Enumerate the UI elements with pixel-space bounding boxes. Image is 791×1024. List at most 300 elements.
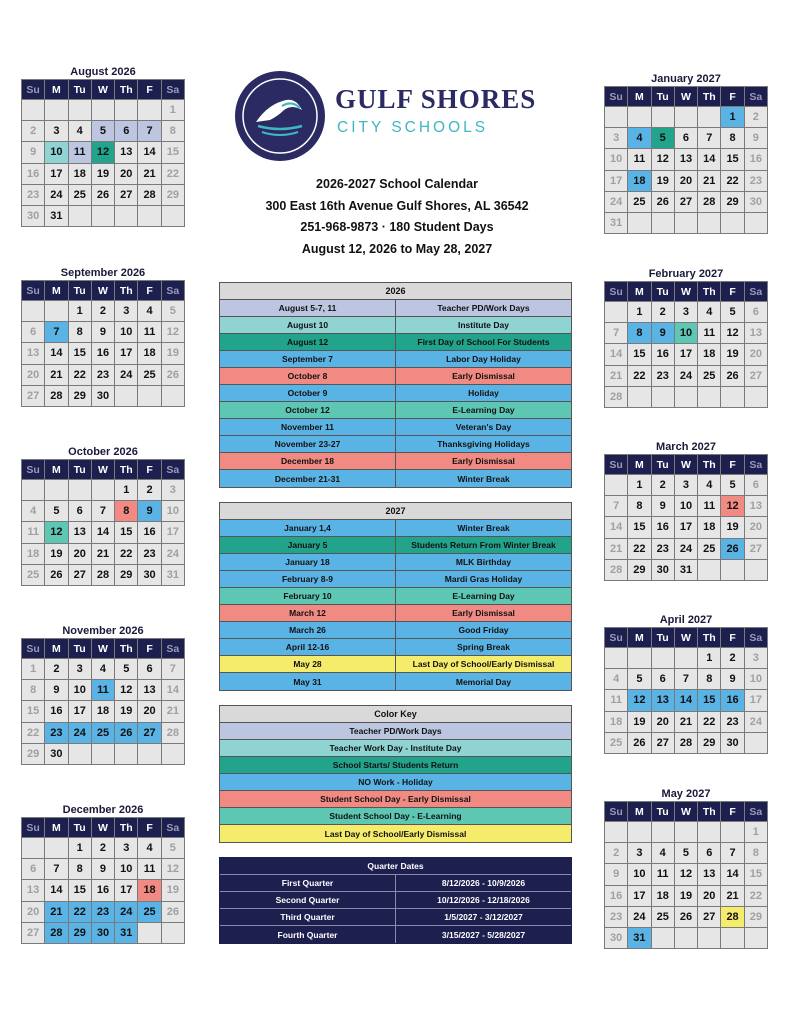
day-cell: 26 — [45, 565, 68, 586]
day-header: Sa — [162, 818, 185, 838]
day-header: Su — [22, 639, 45, 659]
quarter-row — [220, 875, 571, 892]
day-cell: 25 — [22, 565, 45, 586]
empty-day — [92, 744, 115, 765]
day-cell: 27 — [138, 723, 161, 744]
event-name: Spring Break — [457, 642, 510, 652]
event-date: May 31 — [220, 673, 396, 690]
day-cell: 2 — [22, 121, 45, 142]
event-date: August 5-7, 11 — [220, 300, 396, 316]
day-cell: 5 — [628, 669, 651, 690]
day-cell: 18 — [652, 886, 675, 907]
day-cell: 9 — [22, 142, 45, 163]
day-cell: 6 — [652, 669, 675, 690]
empty-day — [45, 100, 68, 121]
day-cell: 14 — [605, 344, 628, 365]
empty-day — [652, 213, 675, 234]
day-cell: 3 — [628, 843, 651, 864]
day-cell: 30 — [652, 560, 675, 581]
day-cell: 3 — [69, 659, 92, 680]
event-row — [220, 419, 571, 436]
empty-day — [745, 387, 768, 408]
day-cell: 25 — [92, 723, 115, 744]
day-cell: 10 — [45, 142, 68, 163]
day-cell: 25 — [138, 902, 161, 923]
event-name: First Day of School For Students — [417, 337, 550, 347]
day-cell: 15 — [721, 149, 744, 170]
day-cell: 25 — [138, 365, 161, 386]
day-cell: 20 — [698, 886, 721, 907]
empty-day — [628, 107, 651, 128]
day-cell: 27 — [698, 907, 721, 928]
day-cell: 8 — [115, 501, 138, 522]
day-header: Tu — [652, 802, 675, 822]
event-row — [220, 351, 571, 368]
day-header: Sa — [745, 802, 768, 822]
day-cell: 27 — [745, 539, 768, 560]
quarter-row — [220, 892, 571, 909]
empty-day — [675, 928, 698, 949]
day-cell: 25 — [69, 185, 92, 206]
day-cell: 6 — [69, 501, 92, 522]
day-cell: 16 — [92, 343, 115, 364]
event-row — [220, 453, 571, 470]
day-cell: 1 — [721, 107, 744, 128]
day-cell: 12 — [162, 859, 185, 880]
day-cell: 2 — [92, 838, 115, 859]
month-september-2026 — [21, 266, 185, 407]
day-header: M — [45, 281, 68, 301]
day-cell: 30 — [138, 565, 161, 586]
empty-day — [45, 838, 68, 859]
day-header: F — [138, 460, 161, 480]
day-header: Sa — [162, 80, 185, 100]
day-cell: 3 — [115, 301, 138, 322]
day-cell: 23 — [745, 171, 768, 192]
day-cell: 24 — [628, 907, 651, 928]
event-row — [220, 436, 571, 453]
quarter-name: Third Quarter — [220, 909, 396, 925]
day-cell: 12 — [675, 864, 698, 885]
day-cell: 3 — [45, 121, 68, 142]
event-name: Early Dismissal — [452, 608, 515, 618]
month-title: August 2026 — [70, 66, 136, 78]
day-header: Tu — [652, 628, 675, 648]
day-cell: 3 — [115, 838, 138, 859]
day-cell: 7 — [605, 323, 628, 344]
day-cell: 26 — [115, 723, 138, 744]
day-header: Th — [115, 80, 138, 100]
day-cell: 26 — [652, 192, 675, 213]
day-cell: 12 — [721, 323, 744, 344]
day-cell: 13 — [652, 690, 675, 711]
day-cell: 29 — [22, 744, 45, 765]
empty-day — [652, 822, 675, 843]
day-cell: 24 — [69, 723, 92, 744]
empty-day — [92, 206, 115, 227]
day-cell: 11 — [138, 322, 161, 343]
day-cell: 11 — [628, 149, 651, 170]
day-cell: 5 — [92, 121, 115, 142]
day-cell: 10 — [69, 680, 92, 701]
day-header: Th — [698, 802, 721, 822]
month-january-2027 — [604, 72, 768, 234]
day-header: F — [138, 281, 161, 301]
day-header: Tu — [652, 87, 675, 107]
event-name: Labor Day Holiday — [446, 354, 521, 364]
day-header: Su — [605, 802, 628, 822]
day-cell: 5 — [45, 501, 68, 522]
day-cell: 10 — [628, 864, 651, 885]
event-name: E-Learning Day — [452, 591, 515, 601]
day-cell: 21 — [605, 539, 628, 560]
month-grid — [21, 280, 185, 407]
empty-day — [698, 213, 721, 234]
day-cell: 22 — [162, 164, 185, 185]
event-name: Winter Break — [457, 523, 510, 533]
day-cell: 4 — [22, 501, 45, 522]
day-cell: 4 — [698, 475, 721, 496]
empty-day — [698, 822, 721, 843]
day-header: Tu — [69, 460, 92, 480]
empty-day — [745, 560, 768, 581]
day-cell: 21 — [92, 544, 115, 565]
day-cell: 25 — [698, 366, 721, 387]
day-cell: 30 — [22, 206, 45, 227]
day-cell: 16 — [138, 522, 161, 543]
day-header: Sa — [162, 460, 185, 480]
day-cell: 2 — [652, 475, 675, 496]
day-cell: 30 — [721, 733, 744, 754]
day-cell: 1 — [69, 838, 92, 859]
day-cell: 12 — [45, 522, 68, 543]
month-title: March 2027 — [656, 441, 716, 453]
day-cell: 24 — [115, 902, 138, 923]
day-cell: 24 — [675, 366, 698, 387]
day-cell: 16 — [92, 880, 115, 901]
quarter-row — [220, 909, 571, 926]
day-cell: 30 — [92, 386, 115, 407]
day-cell: 6 — [22, 322, 45, 343]
day-cell: 15 — [22, 701, 45, 722]
day-cell: 13 — [745, 496, 768, 517]
empty-day — [138, 206, 161, 227]
empty-day — [721, 213, 744, 234]
day-cell: 8 — [69, 859, 92, 880]
day-cell: 13 — [69, 522, 92, 543]
day-cell: 9 — [45, 680, 68, 701]
day-cell: 26 — [628, 733, 651, 754]
day-cell: 15 — [745, 864, 768, 885]
day-cell: 22 — [69, 902, 92, 923]
day-cell: 22 — [721, 171, 744, 192]
day-cell: 22 — [628, 539, 651, 560]
day-cell: 31 — [605, 213, 628, 234]
day-cell: 22 — [745, 886, 768, 907]
day-cell: 5 — [652, 128, 675, 149]
empty-day — [721, 928, 744, 949]
event-date: October 9 — [220, 385, 396, 401]
day-cell: 14 — [162, 680, 185, 701]
phone-and-days: 251-968-9873 · 180 Student Days — [300, 220, 494, 234]
day-cell: 24 — [115, 365, 138, 386]
day-cell: 28 — [675, 733, 698, 754]
day-cell: 17 — [115, 880, 138, 901]
day-cell: 27 — [115, 185, 138, 206]
empty-day — [628, 387, 651, 408]
day-header: Tu — [69, 281, 92, 301]
day-cell: 22 — [115, 544, 138, 565]
day-header: Tu — [69, 80, 92, 100]
day-cell: 17 — [675, 517, 698, 538]
empty-day — [22, 480, 45, 501]
day-cell: 11 — [698, 496, 721, 517]
day-cell: 16 — [721, 690, 744, 711]
empty-day — [721, 560, 744, 581]
empty-day — [652, 648, 675, 669]
color-key-elearn: Student School Day - E-Learning — [220, 808, 571, 825]
quarter-range: 1/5/2027 - 3/12/2027 — [444, 912, 523, 922]
day-cell: 2 — [605, 843, 628, 864]
day-cell: 20 — [22, 902, 45, 923]
color-key-last: Last Day of School/Early Dismissal — [220, 825, 571, 842]
day-header: Su — [22, 818, 45, 838]
day-cell: 22 — [628, 366, 651, 387]
event-date: September 7 — [220, 351, 396, 367]
day-cell: 23 — [721, 712, 744, 733]
empty-day — [721, 387, 744, 408]
day-cell: 8 — [721, 128, 744, 149]
day-cell: 23 — [92, 365, 115, 386]
day-cell: 3 — [745, 648, 768, 669]
day-cell: 9 — [745, 128, 768, 149]
day-cell: 20 — [115, 164, 138, 185]
day-header: W — [92, 80, 115, 100]
day-cell: 2 — [138, 480, 161, 501]
event-date: October 8 — [220, 368, 396, 384]
event-name: Memorial Day — [455, 676, 512, 687]
day-cell: 1 — [628, 302, 651, 323]
empty-day — [138, 744, 161, 765]
empty-day — [138, 100, 161, 121]
color-key-inst: Teacher Work Day - Institute Day — [220, 740, 571, 757]
day-header: F — [721, 87, 744, 107]
empty-day — [115, 100, 138, 121]
empty-day — [721, 822, 744, 843]
day-cell: 23 — [652, 539, 675, 560]
day-cell: 6 — [745, 475, 768, 496]
day-cell: 7 — [138, 121, 161, 142]
event-date: November 11 — [220, 419, 396, 435]
day-header: W — [675, 87, 698, 107]
color-key-pd: Teacher PD/Work Days — [220, 723, 571, 740]
empty-day — [675, 107, 698, 128]
day-cell: 4 — [628, 128, 651, 149]
event-row — [220, 656, 571, 673]
quarter-name: Fourth Quarter — [220, 926, 396, 943]
empty-day — [698, 387, 721, 408]
day-cell: 20 — [652, 712, 675, 733]
day-cell: 12 — [92, 142, 115, 163]
quarter-range: 8/12/2026 - 10/9/2026 — [441, 878, 526, 888]
month-title: September 2026 — [60, 267, 146, 279]
day-cell: 29 — [698, 733, 721, 754]
day-cell: 22 — [698, 712, 721, 733]
month-grid — [604, 801, 768, 949]
month-title: February 2027 — [648, 268, 724, 280]
day-cell: 3 — [162, 480, 185, 501]
month-october-2026 — [21, 445, 185, 586]
day-header: Th — [115, 460, 138, 480]
day-header: F — [138, 80, 161, 100]
empty-day — [45, 301, 68, 322]
empty-day — [138, 923, 161, 944]
day-cell: 17 — [745, 690, 768, 711]
day-header: Su — [605, 87, 628, 107]
day-cell: 10 — [115, 859, 138, 880]
day-header: W — [675, 628, 698, 648]
event-date: March 12 — [220, 605, 396, 621]
event-date: March 26 — [220, 622, 396, 638]
school-address: 300 East 16th Avenue Gulf Shores, AL 36542 — [265, 199, 529, 213]
day-cell: 24 — [162, 544, 185, 565]
day-header: M — [45, 818, 68, 838]
month-title: May 2027 — [661, 788, 711, 800]
day-cell: 11 — [138, 859, 161, 880]
day-cell: 8 — [628, 323, 651, 344]
day-cell: 10 — [605, 149, 628, 170]
month-march-2027 — [604, 440, 768, 581]
district-logo — [234, 70, 564, 162]
day-cell: 26 — [92, 185, 115, 206]
day-cell: 18 — [92, 701, 115, 722]
day-cell: 21 — [675, 712, 698, 733]
day-cell: 7 — [675, 669, 698, 690]
day-cell: 7 — [698, 128, 721, 149]
day-cell: 7 — [162, 659, 185, 680]
day-cell: 30 — [45, 744, 68, 765]
day-header: Tu — [652, 282, 675, 302]
event-row — [220, 622, 571, 639]
day-cell: 28 — [45, 386, 68, 407]
day-cell: 7 — [721, 843, 744, 864]
quarter-dates — [219, 857, 572, 944]
event-row — [220, 402, 571, 419]
day-cell: 8 — [22, 680, 45, 701]
day-cell: 19 — [92, 164, 115, 185]
day-cell: 30 — [745, 192, 768, 213]
day-header: Th — [698, 455, 721, 475]
day-cell: 30 — [92, 923, 115, 944]
day-cell: 21 — [605, 366, 628, 387]
day-cell: 10 — [115, 322, 138, 343]
day-header: Th — [115, 281, 138, 301]
day-cell: 31 — [45, 206, 68, 227]
day-cell: 14 — [45, 880, 68, 901]
day-cell: 29 — [69, 923, 92, 944]
day-cell: 24 — [745, 712, 768, 733]
day-header: F — [138, 639, 161, 659]
day-cell: 5 — [162, 838, 185, 859]
day-header: Sa — [162, 281, 185, 301]
calendar-title: 2026-2027 School Calendar — [316, 177, 478, 191]
day-cell: 3 — [605, 128, 628, 149]
event-name: Thanksgiving Holidays — [437, 439, 530, 449]
event-date: January 1,4 — [220, 520, 396, 536]
day-cell: 29 — [745, 907, 768, 928]
day-cell: 31 — [115, 923, 138, 944]
day-cell: 16 — [22, 164, 45, 185]
event-date: December 18 — [220, 453, 396, 469]
day-cell: 21 — [721, 886, 744, 907]
empty-day — [162, 206, 185, 227]
day-cell: 17 — [628, 886, 651, 907]
day-cell: 19 — [675, 886, 698, 907]
empty-day — [698, 928, 721, 949]
event-name: MLK Birthday — [455, 557, 512, 567]
empty-day — [22, 100, 45, 121]
day-cell: 14 — [675, 690, 698, 711]
day-cell: 10 — [675, 323, 698, 344]
day-header: W — [92, 818, 115, 838]
empty-day — [745, 733, 768, 754]
event-name: Teacher PD/Work Days — [437, 303, 530, 313]
empty-day — [675, 648, 698, 669]
events-table-2026 — [219, 282, 572, 488]
day-header: Th — [115, 818, 138, 838]
empty-day — [675, 387, 698, 408]
event-date: August 12 — [220, 334, 396, 350]
month-title: October 2026 — [68, 446, 138, 458]
day-cell: 7 — [45, 859, 68, 880]
event-row — [220, 605, 571, 622]
month-grid — [604, 86, 768, 234]
events-year-header: 2027 — [220, 503, 571, 520]
day-cell: 2 — [652, 302, 675, 323]
day-cell: 28 — [698, 192, 721, 213]
day-cell: 14 — [721, 864, 744, 885]
empty-day — [652, 387, 675, 408]
month-may-2027 — [604, 787, 768, 949]
day-cell: 29 — [162, 185, 185, 206]
event-name: Early Dismissal — [452, 456, 515, 466]
empty-day — [138, 386, 161, 407]
empty-day — [605, 648, 628, 669]
day-cell: 21 — [45, 365, 68, 386]
day-cell: 26 — [675, 907, 698, 928]
events-table-2027 — [219, 502, 572, 691]
event-name: Institute Day — [457, 320, 509, 330]
event-row — [220, 537, 571, 554]
event-row — [220, 588, 571, 605]
day-cell: 11 — [69, 142, 92, 163]
day-header: M — [45, 460, 68, 480]
day-cell: 13 — [745, 323, 768, 344]
day-header: Sa — [745, 628, 768, 648]
day-header: Sa — [162, 639, 185, 659]
day-header: Su — [605, 282, 628, 302]
day-cell: 5 — [721, 302, 744, 323]
day-cell: 27 — [652, 733, 675, 754]
day-cell: 2 — [92, 301, 115, 322]
day-header: M — [45, 80, 68, 100]
day-cell: 15 — [628, 517, 651, 538]
day-cell: 9 — [138, 501, 161, 522]
day-header: M — [628, 455, 651, 475]
event-name: Good Friday — [458, 625, 509, 635]
day-cell: 14 — [605, 517, 628, 538]
day-cell: 23 — [22, 185, 45, 206]
